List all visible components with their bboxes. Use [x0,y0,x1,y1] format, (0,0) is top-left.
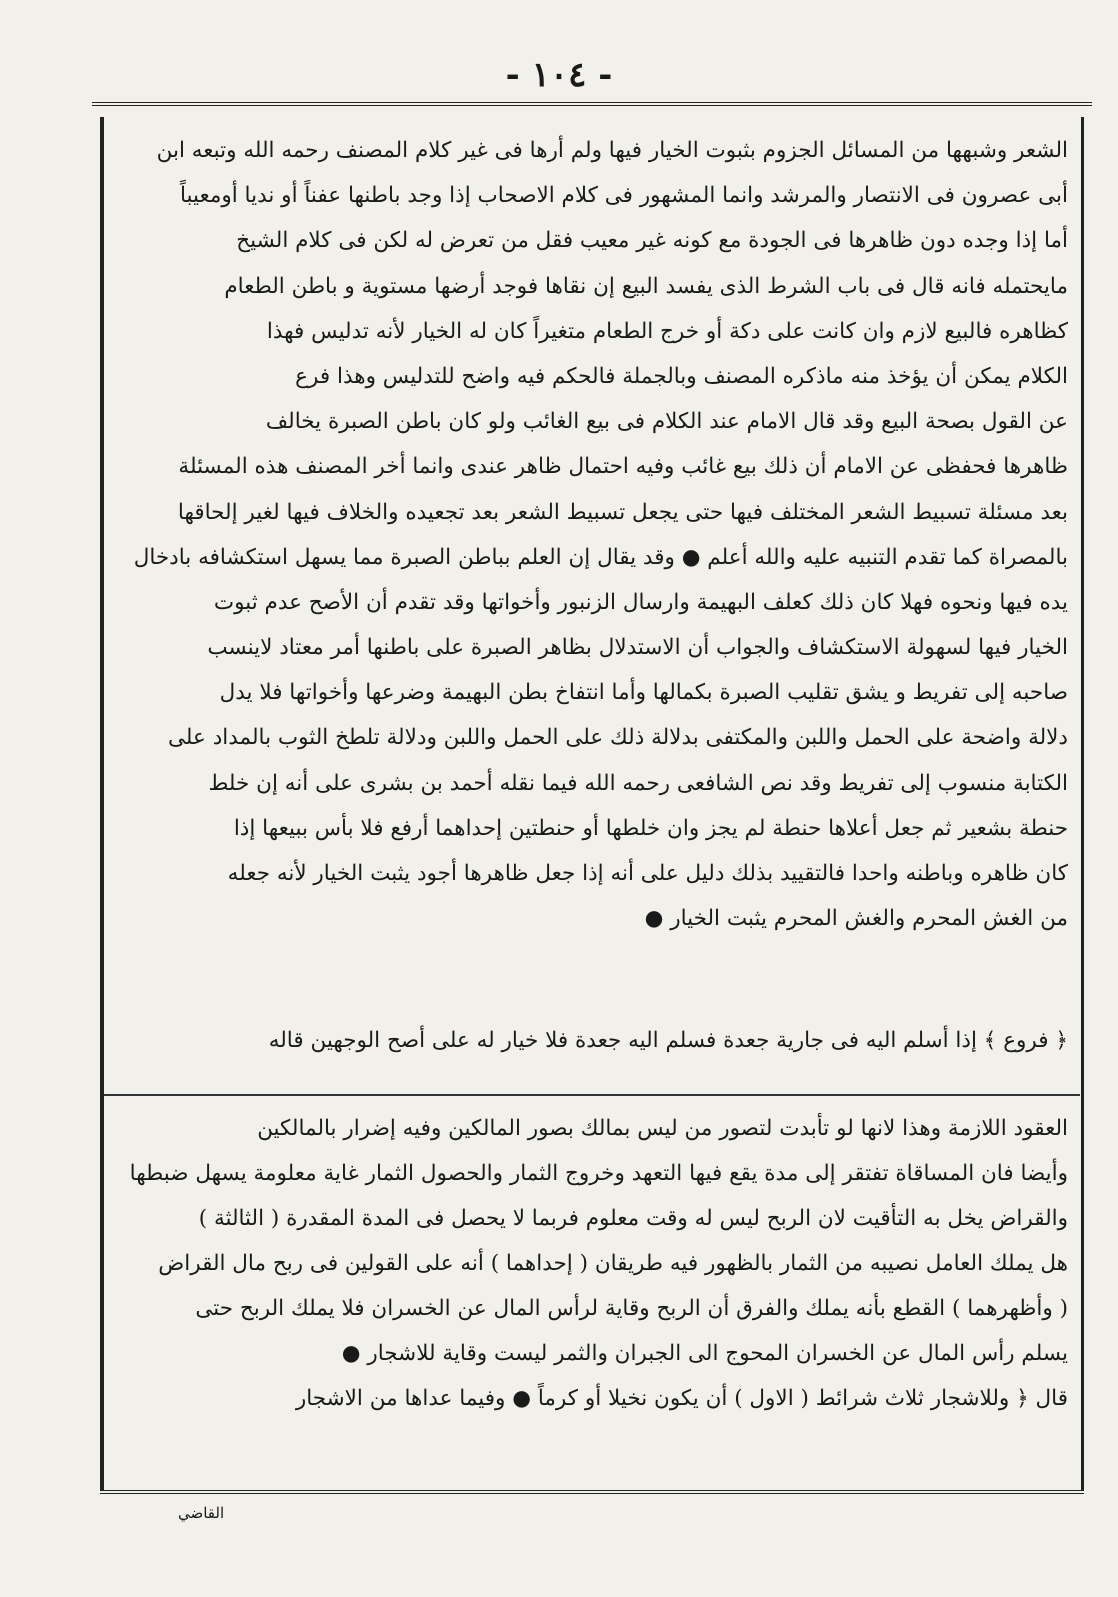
text-line: العقود اللازمة وهذا لانها لو تأبدت لتصور من ليس بمالك بصور المالكين وفيه إضرار بالمالكين [257,1116,1068,1141]
text-line: كظاهره فالبيع لازم وان كانت على دكة أو خرج الطعام متغيراً كان له الخيار لأنه تدليس فهذا [266,318,1068,344]
text-line: حنطة بشعير ثم جعل أعلاها حنطة لم يجز وان خلطها أو حنطتين إحداهما أرفع فلا بأس ببيعها إذا [233,815,1068,841]
text-line: دلالة واضحة على الحمل واللبن والمكتفى بدلالة ذلك على الحمل واللبن ودلالة تلطخ الثوب بالمداد على [168,725,1068,751]
text-line: قال ﴿ وللاشجار ثلاث شرائط ( الاول ) أن يكون نخيلا أو كرماً ● وفيما عداها من الاشجار [295,1386,1068,1411]
text-line: أما إذا وجده دون ظاهرها فى الجودة مع كونه غير معيب فقل من تعرض له لكن فى كلام الشيخ [236,228,1068,254]
section-divider [104,1094,1080,1096]
top-rule [92,102,1092,106]
text-line: ( وأظهرهما ) القطع بأنه يملك والفرق أن الربح وقاية لرأس المال عن الخسران فلا يملك الربح حتى [195,1296,1068,1321]
text-line: يسلم رأس المال عن الخسران المحوج الى الجبران والثمر ليست وقاية للاشجار ● [341,1341,1068,1366]
text-line: عن القول بصحة البيع وقد قال الامام عند الكلام فى بيع الغائب ولو كان باطن الصبرة يخالف [265,409,1068,435]
text-line: يده فيها ونحوه فهلا كان ذلك كعلف البهيمة وارسال الزنبور وأخواتها وقد تقدم أن الأصح عدم ثبوت [213,589,1068,615]
text-line: وأيضا فان المساقاة تفتقر إلى مدة يقع فيها التعهد وخروج الثمار والحصول الثمار غاية معلومة يسهل ضبطها [129,1161,1068,1186]
text-line: مايحتمله فانه قال فى باب الشرط الذى يفسد البيع إن نقاها فوجد أرضها مستوية و باطن الطعام [224,273,1068,299]
main-text [118,128,1068,941]
text-line: بعد مسئلة تسبيط الشعر المختلف فيها حتى يجعل تسبيط الشعر بعد تجعيده والخلاف فيها لغير إلحاقها [177,499,1068,525]
bottom-rule [100,1490,1084,1494]
furu-line: ﴿ فروع ﴾ إذا أسلم اليه فى جارية جعدة فسلم اليه جعدة فلا خيار له على أصح الوجهين قاله [268,1028,1068,1053]
furu-section [118,1018,1068,1064]
text-line: الكتابة منسوب إلى تفريط وقد نص الشافعى رحمه الله فيما نقله أحمد بن بشرى على أنه إن خلط [208,770,1068,796]
text-line: بالمصراة كما تقدم التنبيه عليه والله أعلم ● وقد يقال إن العلم بباطن الصبرة مما يسهل استكشافه بادخال [133,544,1068,570]
text-line: كان ظاهره وباطنه واحدا فالتقييد بذلك دليل على أنه إذا جعل ظاهرها أجود يثبت الخيار لأنه جعله [227,861,1068,886]
footer-label: القاضي [178,1504,225,1522]
text-line: والقراض يخل به التأقيت لان الربح ليس له وقت معلوم فربما لا يحصل فى المدة المقدرة ( الثالثة ) [198,1206,1068,1231]
text-line: ظاهرها فحفظى عن الامام أن ذلك بيع غائب وفيه احتمال ظاهر عندى وانما أخر المصنف هذه المسئلة [178,454,1068,480]
text-line: من الغش المحرم والغش المحرم يثبت الخيار ● [644,906,1068,932]
text-line: صاحبه إلى تفريط و يشق تقليب الصبرة بكمالها وأما انتفاخ بطن البهيمة وضرعها وأخواتها فلا يدل [219,680,1068,706]
page-number: - ١٠٤ - [505,55,613,95]
text-line: هل يملك العامل نصيبه من الثمار بالظهور فيه طريقان ( إحداهما ) أنه على القولين فى ربح مال القراض [158,1251,1068,1276]
text-line: الشعر وشبهها من المسائل الجزوم بثبوت الخيار فيها ولم أرها فى غير كلام المصنف رحمه الله وتبعه ابن [156,138,1068,163]
text-line: أبى عصرون فى الانتصار والمرشد وانما المشهور فى كلام الاصحاب إذا وجد باطنها عفناً أو نديا أومعيباً [179,183,1068,209]
lower-text [118,1106,1068,1421]
text-line: الكلام يمكن أن يؤخذ منه ماذكره المصنف وبالجملة فالحكم فيه واضح للتدليس وهذا فرع [295,363,1068,389]
text-line: الخيار فيها لسهولة الاستكشاف والجواب أن الاستدلال بظاهر الصبرة على باطنها أمر معتاد لاينسب [207,635,1068,661]
